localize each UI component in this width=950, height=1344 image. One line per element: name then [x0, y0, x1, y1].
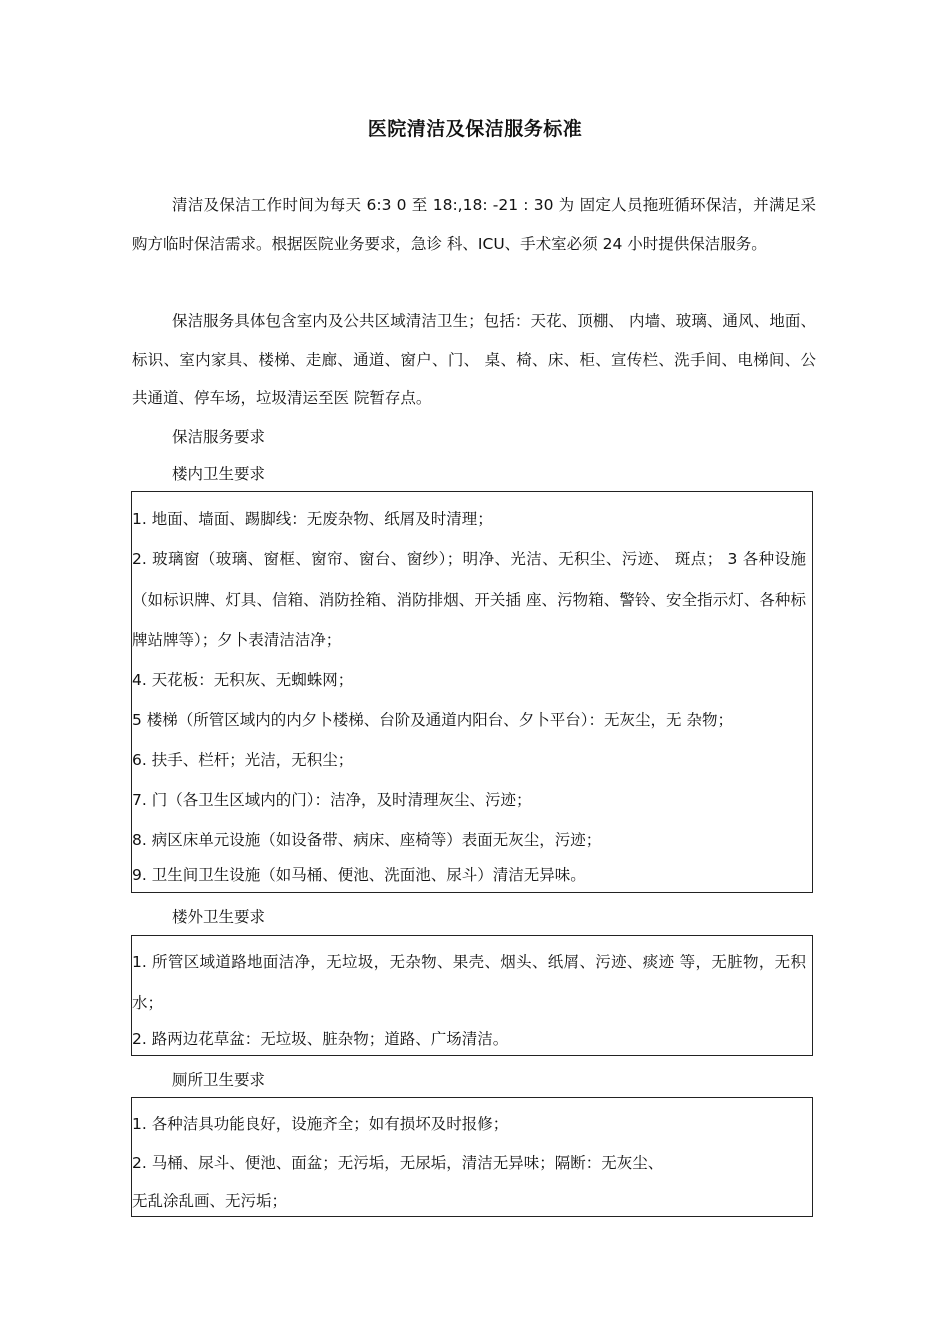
toilet-item: 无乱涂乱画、无污垢；	[132, 1192, 288, 1210]
indoor-item: 4. 天花板：无积灰、无蜘蛛网；	[132, 671, 354, 689]
toilet-heading: 厕所卫生要求	[172, 1071, 266, 1089]
intro-paragraph-hours: 清洁及保洁工作时间为每天 6:3 0 至 18:,18: -21 : 30 为 固定人员拖班循环保洁，并满足采购方临时保洁需求。根据医院业务要求，急诊 科、ICU、手术室必须 24 小时提供保洁服务。	[132, 196, 816, 253]
indoor-item: 1. 地面、墙面、踢脚线：无废杂物、纸屑及时清理；	[132, 510, 493, 528]
document-title: 医院清洁及保洁服务标准	[367, 118, 583, 140]
indoor-heading: 楼内卫生要求	[172, 465, 266, 483]
indoor-item: 5 楼梯（所管区域内的内夕卜楼梯、台阶及通道内阳台、夕卜平台）：无灰尘，无 杂物；	[132, 711, 733, 729]
indoor-item: 8. 病区床单元设施（如设备带、病床、座椅等）表面无灰尘，污迹；	[132, 831, 602, 849]
indoor-item: 9. 卫生间卫生设施（如马桶、便池、洗面池、尿斗）清洁无异味。	[132, 866, 586, 884]
indoor-requirements-box	[131, 491, 813, 893]
toilet-item: 2. 马桶、尿斗、便池、面盆；无污垢，无尿垢，清洁无异味；隔断：无灰尘、	[132, 1154, 664, 1172]
outdoor-requirements-box	[131, 935, 813, 1056]
outdoor-heading: 楼外卫生要求	[172, 908, 266, 926]
indoor-item: 7. 门（各卫生区域内的门）：洁净，及时清理灰尘、污迹；	[132, 791, 532, 809]
toilet-requirements-box	[131, 1097, 813, 1217]
intro-paragraph-scope: 保洁服务具体包含室内及公共区域清洁卫生；包括：天花、顶棚、 内墙、玻璃、通风、地面、标识、室内家具、楼梯、走廊、通道、窗户、门、 桌、椅、床、柜、宣传栏、洗手间、电梯间、公共通道、停车场，垃圾清运至医 院暂存点。	[132, 312, 816, 407]
toilet-item: 1. 各种洁具功能良好，设施齐全；如有损坏及时报修；	[132, 1115, 509, 1133]
section-heading-requirements: 保洁服务要求	[172, 428, 266, 446]
outdoor-item: 2. 路两边花草盆：无垃圾、脏杂物；道路、广场清洁。	[132, 1030, 509, 1048]
indoor-item: 6. 扶手、栏杆；光洁，无积尘；	[132, 751, 354, 769]
outdoor-item: 1. 所管区域道路地面洁净，无垃圾，无杂物、果壳、烟头、纸屑、污迹、痰迹 等，无脏物，无积水；	[132, 953, 806, 1012]
indoor-item: 2. 玻璃窗（玻璃、窗框、窗帘、窗台、窗纱）；明净、光洁、无积尘、污迹、 斑点； 3 各种设施（如标识牌、灯具、信箱、消防拴箱、消防排烟、开关插 座、污物箱、警铃、安全指示灯、各种标牌站牌等）；夕卜表清洁洁净；	[132, 550, 806, 649]
